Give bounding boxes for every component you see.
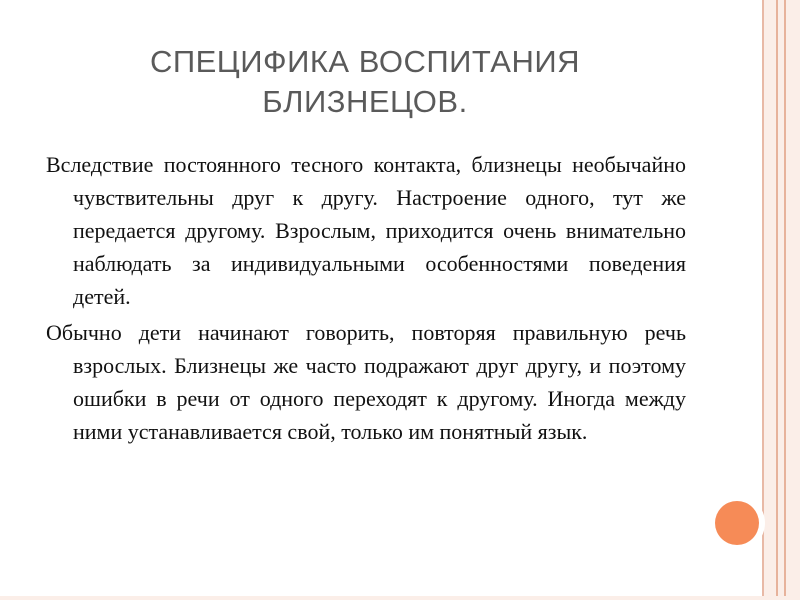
right-frame-decoration [762, 0, 800, 600]
orange-circle-decoration [715, 501, 759, 545]
frame-stripe [784, 0, 786, 600]
slide-title [80, 42, 650, 122]
frame-stripe [776, 0, 778, 600]
bottom-frame-decoration [0, 596, 800, 600]
body-paragraph: Обычно дети начинают говорить, повторяя правильную речь взрослых. Близнецы же часто подражают друг другу, и поэтому ошибки в речи от одного переходят к другому. Иногда между ними устанавливается свой, только им понятный язык. [46, 320, 686, 444]
title-line-2: БЛИЗНЕЦОВ. [262, 84, 468, 119]
body-paragraph: Вследствие постоянного тесного контакта, близнецы необычайно чувствительны друг к другу. Настроение одного, тут же передается другому. Взрослым, приходится очень внимательно наблюдать за индивидуальными особенностями поведения детей. [46, 152, 686, 309]
slide-body [46, 148, 686, 451]
title-line-1: СПЕЦИФИКА ВОСПИТАНИЯ [149, 44, 581, 79]
